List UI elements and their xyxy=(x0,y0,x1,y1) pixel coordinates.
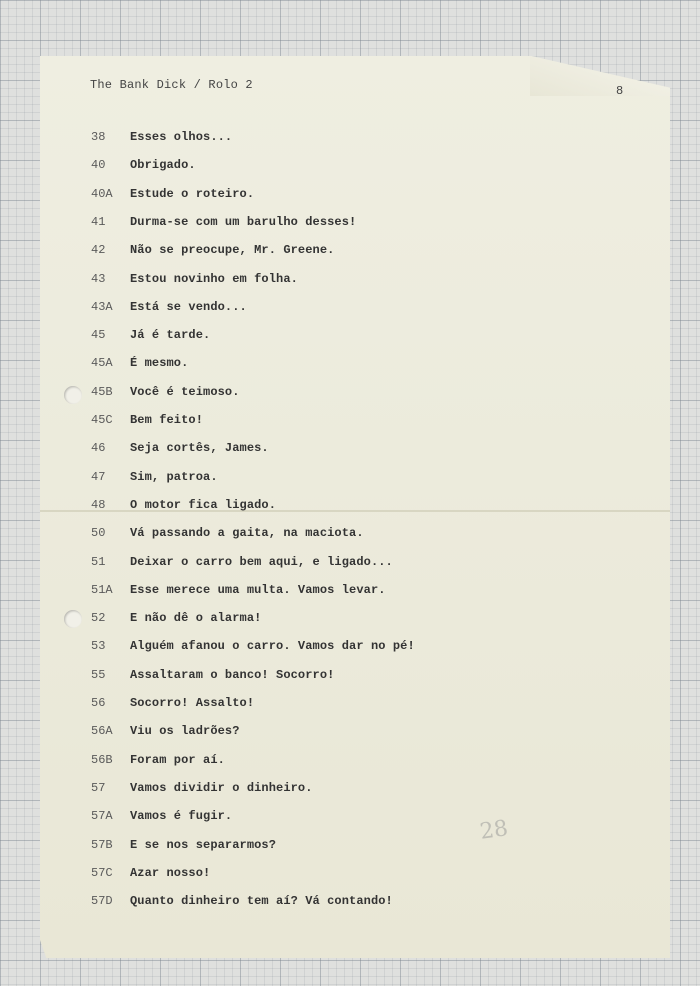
line-text: Seja cortês, James. xyxy=(130,441,269,456)
line-number: 57 xyxy=(91,780,106,795)
line-number: 41 xyxy=(91,214,106,229)
line-text: Quanto dinheiro tem aí? Vá contando! xyxy=(130,894,393,909)
line-number: 51A xyxy=(91,582,113,597)
line-number: 46 xyxy=(91,441,106,456)
line-text: Deixar o carro bem aqui, e ligado... xyxy=(130,554,393,569)
line-number: 56B xyxy=(91,752,113,767)
line-text: E se nos separarmos? xyxy=(130,837,277,852)
line-number: 45A xyxy=(91,356,113,371)
line-number: 57D xyxy=(91,894,113,909)
line-number: 53 xyxy=(91,639,106,654)
line-number: 57A xyxy=(91,809,113,824)
line-text: Bem feito! xyxy=(130,413,204,427)
line-text: Foram por aí. xyxy=(130,752,225,767)
line-number: 50 xyxy=(91,526,106,541)
line-number: 48 xyxy=(91,497,106,512)
line-text: Já é tarde. xyxy=(130,328,211,343)
page-number: 8 xyxy=(616,84,624,98)
punch-hole-bottom xyxy=(64,610,82,628)
line-number: 55 xyxy=(91,667,106,682)
line-number: 45C xyxy=(91,413,113,427)
line-number: 56 xyxy=(91,696,106,710)
line-number: 45B xyxy=(91,384,113,399)
line-text: Vá passando a gaita, na maciota. xyxy=(130,526,364,541)
line-text: Estude o roteiro. xyxy=(130,186,255,201)
line-text: Assaltaram o banco! Socorro! xyxy=(130,667,335,682)
line-text: Viu os ladrões? xyxy=(130,724,240,739)
line-text: Azar nosso! xyxy=(130,865,211,880)
line-text: Você é teimoso. xyxy=(130,384,240,399)
document-header-title: The Bank Dick / Rolo 2 xyxy=(90,78,253,92)
line-number: 52 xyxy=(91,611,106,626)
line-text: É mesmo. xyxy=(130,356,189,371)
line-number: 47 xyxy=(91,469,106,484)
line-text: O motor fica ligado. xyxy=(130,497,277,512)
line-text: E não dê o alarma! xyxy=(130,611,262,626)
line-number: 42 xyxy=(91,243,106,258)
line-text: Vamos dividir o dinheiro. xyxy=(130,780,313,795)
punch-hole-top xyxy=(64,386,82,404)
folded-corner xyxy=(530,56,670,96)
line-number: 57C xyxy=(91,865,113,880)
line-text: Sim, patroa. xyxy=(130,469,218,484)
line-text: Obrigado. xyxy=(130,158,196,173)
line-text: Durma-se com um barulho desses! xyxy=(130,214,357,229)
line-number: 43 xyxy=(91,271,106,286)
line-text: Estou novinho em folha. xyxy=(130,271,298,286)
line-number: 56A xyxy=(91,724,113,739)
line-text: Vamos é fugir. xyxy=(130,809,233,824)
line-number: 43A xyxy=(91,299,113,314)
line-text: Está se vendo... xyxy=(130,299,247,314)
line-number: 40A xyxy=(91,186,113,201)
line-text: Esses olhos... xyxy=(130,130,233,144)
line-text: Esse merece uma multa. Vamos levar. xyxy=(130,582,386,597)
line-number: 45 xyxy=(91,328,106,343)
pencil-annotation: 28 xyxy=(478,816,510,845)
line-number: 40 xyxy=(91,158,106,173)
line-number: 51 xyxy=(91,554,106,569)
line-text: Alguém afanou o carro. Vamos dar no pé! xyxy=(130,639,415,654)
line-number: 57B xyxy=(91,837,113,852)
line-text: Socorro! Assalto! xyxy=(130,696,255,710)
line-number: 38 xyxy=(91,130,106,144)
line-text: Não se preocupe, Mr. Greene. xyxy=(130,243,335,258)
